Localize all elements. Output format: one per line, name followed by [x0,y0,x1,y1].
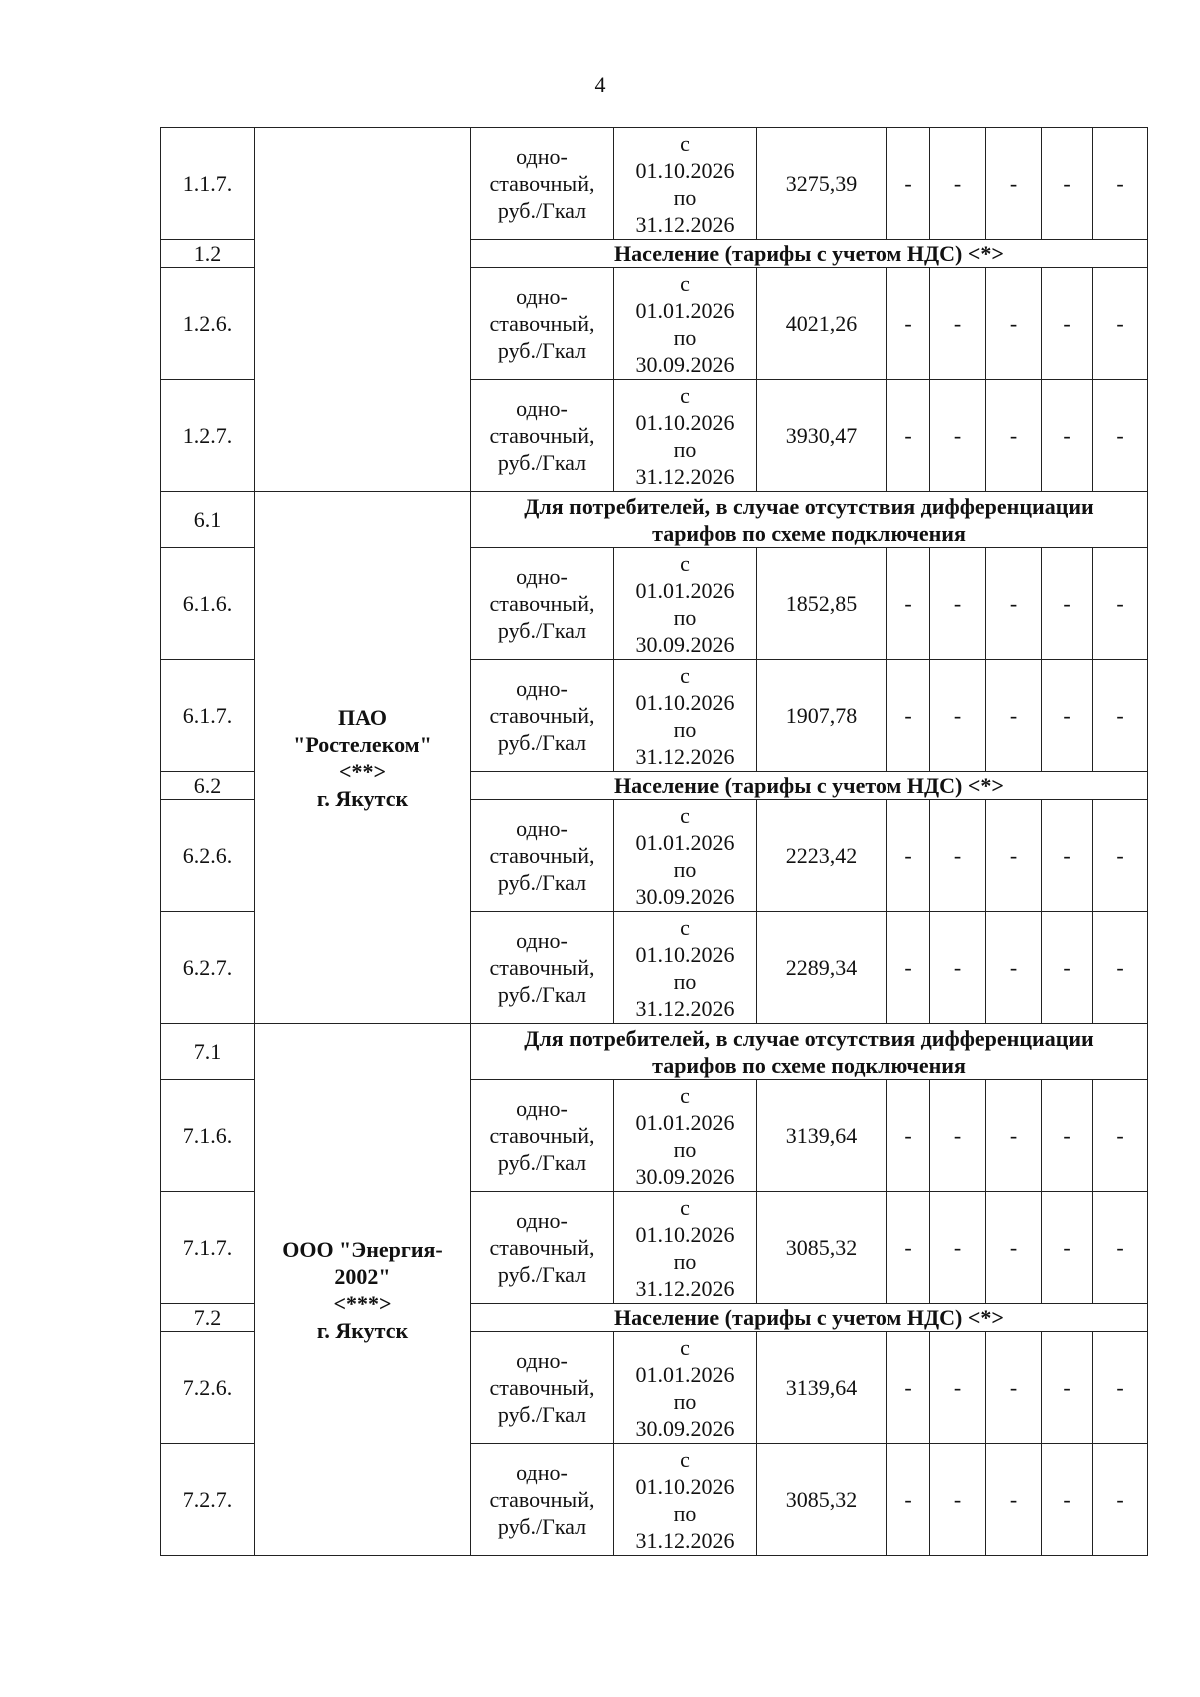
tariff-value-cell: 3275,39 [757,128,887,240]
organization-cell [255,128,471,492]
tariff-value-cell: 2289,34 [757,912,887,1024]
period-line: по [673,968,697,994]
rate-type-line: руб./Гкал [497,338,587,363]
tariff-value-cell: 2223,42 [757,800,887,912]
rate-type-line: ставочный, [489,955,595,980]
period-line: с [680,1194,690,1220]
section-header-cell [471,492,1148,548]
empty-value-cell: - [887,268,930,380]
period-line: 31.12.2026 [635,743,735,769]
period-line: 30.09.2026 [635,631,735,657]
row-number-cell: 6.1.6. [161,548,255,660]
row-number-cell: 1.1.7. [161,128,255,240]
row-number-cell: 1.2.6. [161,268,255,380]
period-line: по [673,324,697,350]
empty-value-cell: - [1093,1332,1148,1444]
section-header-line: тарифов по схеме подключения [652,520,966,546]
organization-line: <**> [338,758,387,784]
period-line: 30.09.2026 [635,883,735,909]
empty-value-cell: - [1042,1080,1093,1192]
tariff-value-cell: 1852,85 [757,548,887,660]
rate-type-line: одно- [516,144,568,169]
period-line: 01.01.2026 [635,1109,735,1135]
row-number-cell: 6.1 [161,492,255,548]
rate-type-cell [471,1192,614,1304]
empty-value-cell: - [887,912,930,1024]
empty-value-cell: - [1042,548,1093,660]
rate-type-cell [471,548,614,660]
rate-type-line: руб./Гкал [497,450,587,475]
tariff-value-cell: 1907,78 [757,660,887,772]
empty-value-cell: - [887,1444,930,1556]
period-line: 30.09.2026 [635,1415,735,1441]
empty-value-cell: - [1093,1080,1148,1192]
empty-value-cell: - [986,548,1042,660]
empty-value-cell: - [1093,128,1148,240]
period-line: 01.10.2026 [635,689,735,715]
period-line: 01.01.2026 [635,577,735,603]
section-header-cell: Население (тарифы с учетом НДС) <*> [471,240,1148,268]
empty-value-cell: - [1093,912,1148,1024]
empty-value-cell: - [930,128,986,240]
tariff-value-cell: 4021,26 [757,268,887,380]
empty-value-cell: - [887,800,930,912]
period-line: с [680,1334,690,1360]
period-line: с [680,270,690,296]
period-line: с [680,802,690,828]
row-number-cell: 7.2 [161,1304,255,1332]
empty-value-cell: - [930,548,986,660]
organization-line: ООО "Энергия- [282,1236,443,1262]
period-line: с [680,662,690,688]
empty-value-cell: - [986,268,1042,380]
section-header-row [161,1024,1148,1080]
tariff-value-cell: 3139,64 [757,1332,887,1444]
period-line: 30.09.2026 [635,1163,735,1189]
empty-value-cell: - [986,380,1042,492]
rate-type-line: ставочный, [489,591,595,616]
empty-value-cell: - [930,912,986,1024]
period-cell [614,1444,757,1556]
empty-value-cell: - [930,380,986,492]
rate-type-line: руб./Гкал [497,870,587,895]
empty-value-cell: - [930,1444,986,1556]
empty-value-cell: - [1042,380,1093,492]
period-cell [614,380,757,492]
empty-value-cell: - [1042,268,1093,380]
rate-type-cell [471,128,614,240]
period-cell [614,548,757,660]
period-line: 01.01.2026 [635,829,735,855]
empty-value-cell: - [1042,1332,1093,1444]
rate-type-line: ставочный, [489,171,595,196]
period-line: 01.01.2026 [635,1361,735,1387]
period-cell [614,1080,757,1192]
section-header-cell [471,1024,1148,1080]
section-header-line: Для потребителей, в случае отсутствия дифференциации [524,493,1094,519]
period-cell [614,128,757,240]
rate-type-line: одно- [516,396,568,421]
period-line: с [680,1446,690,1472]
period-cell [614,268,757,380]
section-header-cell: Население (тарифы с учетом НДС) <*> [471,1304,1148,1332]
rate-type-line: руб./Гкал [497,618,587,643]
row-number-cell: 6.1.7. [161,660,255,772]
empty-value-cell: - [1042,128,1093,240]
period-line: по [673,604,697,630]
empty-value-cell: - [1042,800,1093,912]
row-number-cell: 6.2.6. [161,800,255,912]
row-number-cell: 1.2.7. [161,380,255,492]
empty-value-cell: - [1093,1192,1148,1304]
organization-line: 2002" [334,1263,391,1289]
organization-cell [255,492,471,1024]
empty-value-cell: - [930,268,986,380]
rate-type-cell [471,800,614,912]
empty-value-cell: - [930,1192,986,1304]
row-number-cell: 7.2.7. [161,1444,255,1556]
empty-value-cell: - [1093,1444,1148,1556]
period-line: с [680,550,690,576]
period-line: 31.12.2026 [635,995,735,1021]
row-number-cell: 6.2 [161,772,255,800]
rate-type-line: руб./Гкал [497,198,587,223]
rate-type-line: руб./Гкал [497,1262,587,1287]
rate-type-line: одно- [516,564,568,589]
tariff-value-cell: 3085,32 [757,1192,887,1304]
rate-type-line: ставочный, [489,703,595,728]
rate-type-line: руб./Гкал [497,1402,587,1427]
tariff-table [160,127,1148,1556]
period-cell [614,1332,757,1444]
period-line: 30.09.2026 [635,351,735,377]
rate-type-cell [471,1332,614,1444]
rate-type-line: одно- [516,1208,568,1233]
row-number-cell: 7.2.6. [161,1332,255,1444]
rate-type-line: ставочный, [489,311,595,336]
rate-type-line: ставочный, [489,1123,595,1148]
rate-type-line: ставочный, [489,1375,595,1400]
empty-value-cell: - [887,660,930,772]
rate-type-line: ставочный, [489,1487,595,1512]
period-line: 01.10.2026 [635,1221,735,1247]
empty-value-cell: - [1093,268,1148,380]
rate-type-cell [471,912,614,1024]
rate-type-cell [471,380,614,492]
tariff-value-cell: 3139,64 [757,1080,887,1192]
section-header-cell: Население (тарифы с учетом НДС) <*> [471,772,1148,800]
empty-value-cell: - [930,1080,986,1192]
period-line: с [680,914,690,940]
rate-type-line: одно- [516,1348,568,1373]
row-number-cell: 1.2 [161,240,255,268]
empty-value-cell: - [887,380,930,492]
period-line: по [673,1136,697,1162]
empty-value-cell: - [930,1332,986,1444]
rate-type-line: руб./Гкал [497,1514,587,1539]
rate-type-cell [471,1444,614,1556]
empty-value-cell: - [930,660,986,772]
period-line: по [673,436,697,462]
organization-line: г. Якутск [316,1317,409,1343]
rate-type-line: одно- [516,284,568,309]
period-line: по [673,856,697,882]
empty-value-cell: - [1093,800,1148,912]
empty-value-cell: - [887,1332,930,1444]
row-number-cell: 7.1 [161,1024,255,1080]
organization-cell [255,1024,471,1556]
period-line: с [680,1082,690,1108]
empty-value-cell: - [887,1080,930,1192]
rate-type-line: руб./Гкал [497,1150,587,1175]
period-line: по [673,1248,697,1274]
period-line: с [680,130,690,156]
empty-value-cell: - [887,1192,930,1304]
organization-line: <***> [333,1290,392,1316]
period-line: 31.12.2026 [635,463,735,489]
empty-value-cell: - [986,1444,1042,1556]
section-header-row [161,492,1148,548]
empty-value-cell: - [986,800,1042,912]
rate-type-line: одно- [516,1460,568,1485]
tariff-value-cell: 3930,47 [757,380,887,492]
empty-value-cell: - [1042,1444,1093,1556]
tariff-table-body [161,128,1148,1556]
empty-value-cell: - [986,660,1042,772]
period-line: по [673,716,697,742]
rate-type-line: ставочный, [489,843,595,868]
period-line: 01.01.2026 [635,297,735,323]
period-cell [614,800,757,912]
organization-line: "Ростелеком" [293,731,432,757]
table-row [161,128,1148,240]
page-number: 4 [594,72,606,97]
period-line: по [673,184,697,210]
period-line: с [680,382,690,408]
period-line: 31.12.2026 [635,211,735,237]
period-line: 01.10.2026 [635,157,735,183]
rate-type-cell [471,268,614,380]
empty-value-cell: - [986,912,1042,1024]
period-cell [614,912,757,1024]
empty-value-cell: - [1093,660,1148,772]
rate-type-line: руб./Гкал [497,982,587,1007]
period-line: 01.10.2026 [635,941,735,967]
period-cell [614,660,757,772]
empty-value-cell: - [986,1192,1042,1304]
empty-value-cell: - [1093,548,1148,660]
organization-line: ПАО [337,704,388,730]
rate-type-line: ставочный, [489,1235,595,1260]
row-number-cell: 6.2.7. [161,912,255,1024]
empty-value-cell: - [986,1080,1042,1192]
empty-value-cell: - [887,548,930,660]
rate-type-cell [471,660,614,772]
row-number-cell: 7.1.7. [161,1192,255,1304]
rate-type-cell [471,1080,614,1192]
empty-value-cell: - [887,128,930,240]
section-header-line: тарифов по схеме подключения [652,1052,966,1078]
rate-type-line: руб./Гкал [497,730,587,755]
empty-value-cell: - [1042,912,1093,1024]
rate-type-line: одно- [516,1096,568,1121]
period-line: по [673,1500,697,1526]
rate-type-line: ставочный, [489,423,595,448]
period-line: по [673,1388,697,1414]
organization-line: г. Якутск [316,785,409,811]
empty-value-cell: - [1042,660,1093,772]
rate-type-line: одно- [516,676,568,701]
row-number-cell: 7.1.6. [161,1080,255,1192]
rate-type-line: одно- [516,816,568,841]
period-line: 01.10.2026 [635,409,735,435]
period-line: 01.10.2026 [635,1473,735,1499]
tariff-value-cell: 3085,32 [757,1444,887,1556]
section-header-line: Для потребителей, в случае отсутствия дифференциации [524,1025,1094,1051]
period-line: 31.12.2026 [635,1275,735,1301]
empty-value-cell: - [1093,380,1148,492]
empty-value-cell: - [986,128,1042,240]
rate-type-line: одно- [516,928,568,953]
empty-value-cell: - [1042,1192,1093,1304]
empty-value-cell: - [986,1332,1042,1444]
period-cell [614,1192,757,1304]
empty-value-cell: - [930,800,986,912]
period-line: 31.12.2026 [635,1527,735,1553]
